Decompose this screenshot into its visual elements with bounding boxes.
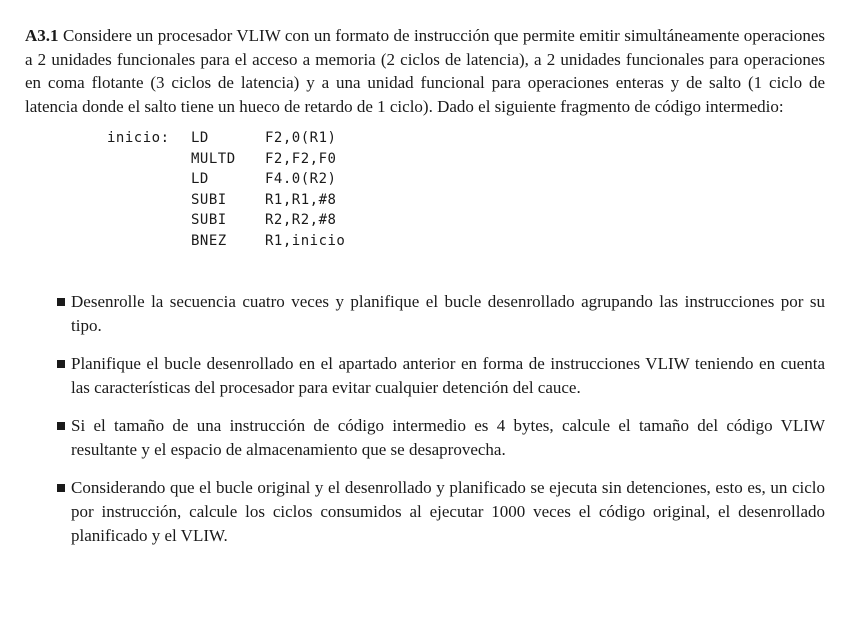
code-opcode: LD [191, 130, 209, 146]
code-opcode: SUBI [191, 191, 227, 208]
question-text: Considerando que el bucle original y el desenrollado y planificado se ejecuta sin detenciones, esto es, un ciclo por instrucción, calcule los ciclos consumidos al ejecutar 1000 veces el código original, el desenrollado planificado y el VLIW. [71, 477, 825, 545]
question-text: Si el tamaño de una instrucción de código intermedio es 4 bytes, calcule el tamaño del código VLIW resultante y el espacio de almacenamiento que se desaprovecha. [71, 415, 825, 459]
code-opcode: BNEZ [191, 232, 227, 249]
code-line [107, 128, 825, 149]
code-line [107, 169, 825, 190]
exercise-text: Considere un procesador VLIW con un formato de instrucción que permite emitir simultáneamente operaciones a 2 unidades funcionales para el acceso a memoria (2 ciclos de latencia), a 2 unidades funcionales para operaciones en coma flotante (3 ciclos de latencia) y a una unidad funcional para operaciones enteras y de salto (1 ciclo de latencia donde el salto tiene un hueco de retardo de 1 ciclo). Dado el siguiente fragmento de código intermedio: [25, 26, 825, 116]
question-text: Planifique el bucle desenrollado en el apartado anterior en forma de instrucciones VLIW teniendo en cuenta las características del procesador para evitar cualquier detención del cauce. [71, 353, 825, 397]
square-bullet-icon [57, 422, 65, 430]
exercise-page [25, 24, 825, 562]
code-line [107, 210, 825, 231]
question-item [25, 352, 825, 400]
code-label [107, 231, 191, 252]
code-operands: F2,0(R1) [265, 130, 337, 146]
code-line [107, 149, 825, 170]
code-line [107, 231, 825, 252]
code-label: inicio: [107, 130, 170, 146]
code-opcode: SUBI [191, 212, 227, 229]
code-label [107, 190, 191, 211]
question-item [25, 290, 825, 338]
code-block [107, 128, 825, 252]
code-label [107, 149, 191, 170]
exercise-number: A3.1 [25, 26, 59, 45]
question-item [25, 476, 825, 548]
code-label [107, 169, 191, 190]
square-bullet-icon [57, 360, 65, 368]
code-operands: F2,F2,F0 [265, 150, 337, 167]
code-opcode: LD [191, 171, 209, 188]
exercise-intro [25, 24, 825, 118]
question-item [25, 414, 825, 462]
code-operands: F4.0(R2) [265, 171, 337, 188]
square-bullet-icon [57, 298, 65, 306]
code-opcode: MULTD [191, 150, 236, 167]
square-bullet-icon [57, 484, 65, 492]
question-list [25, 290, 825, 548]
code-operands: R2,R2,#8 [265, 212, 337, 229]
code-operands: R1,R1,#8 [265, 191, 337, 208]
code-line [107, 190, 825, 211]
question-text: Desenrolle la secuencia cuatro veces y planifique el bucle desenrollado agrupando las instrucciones por su tipo. [71, 291, 825, 335]
code-operands: R1,inicio [265, 232, 346, 249]
code-label [107, 210, 191, 231]
